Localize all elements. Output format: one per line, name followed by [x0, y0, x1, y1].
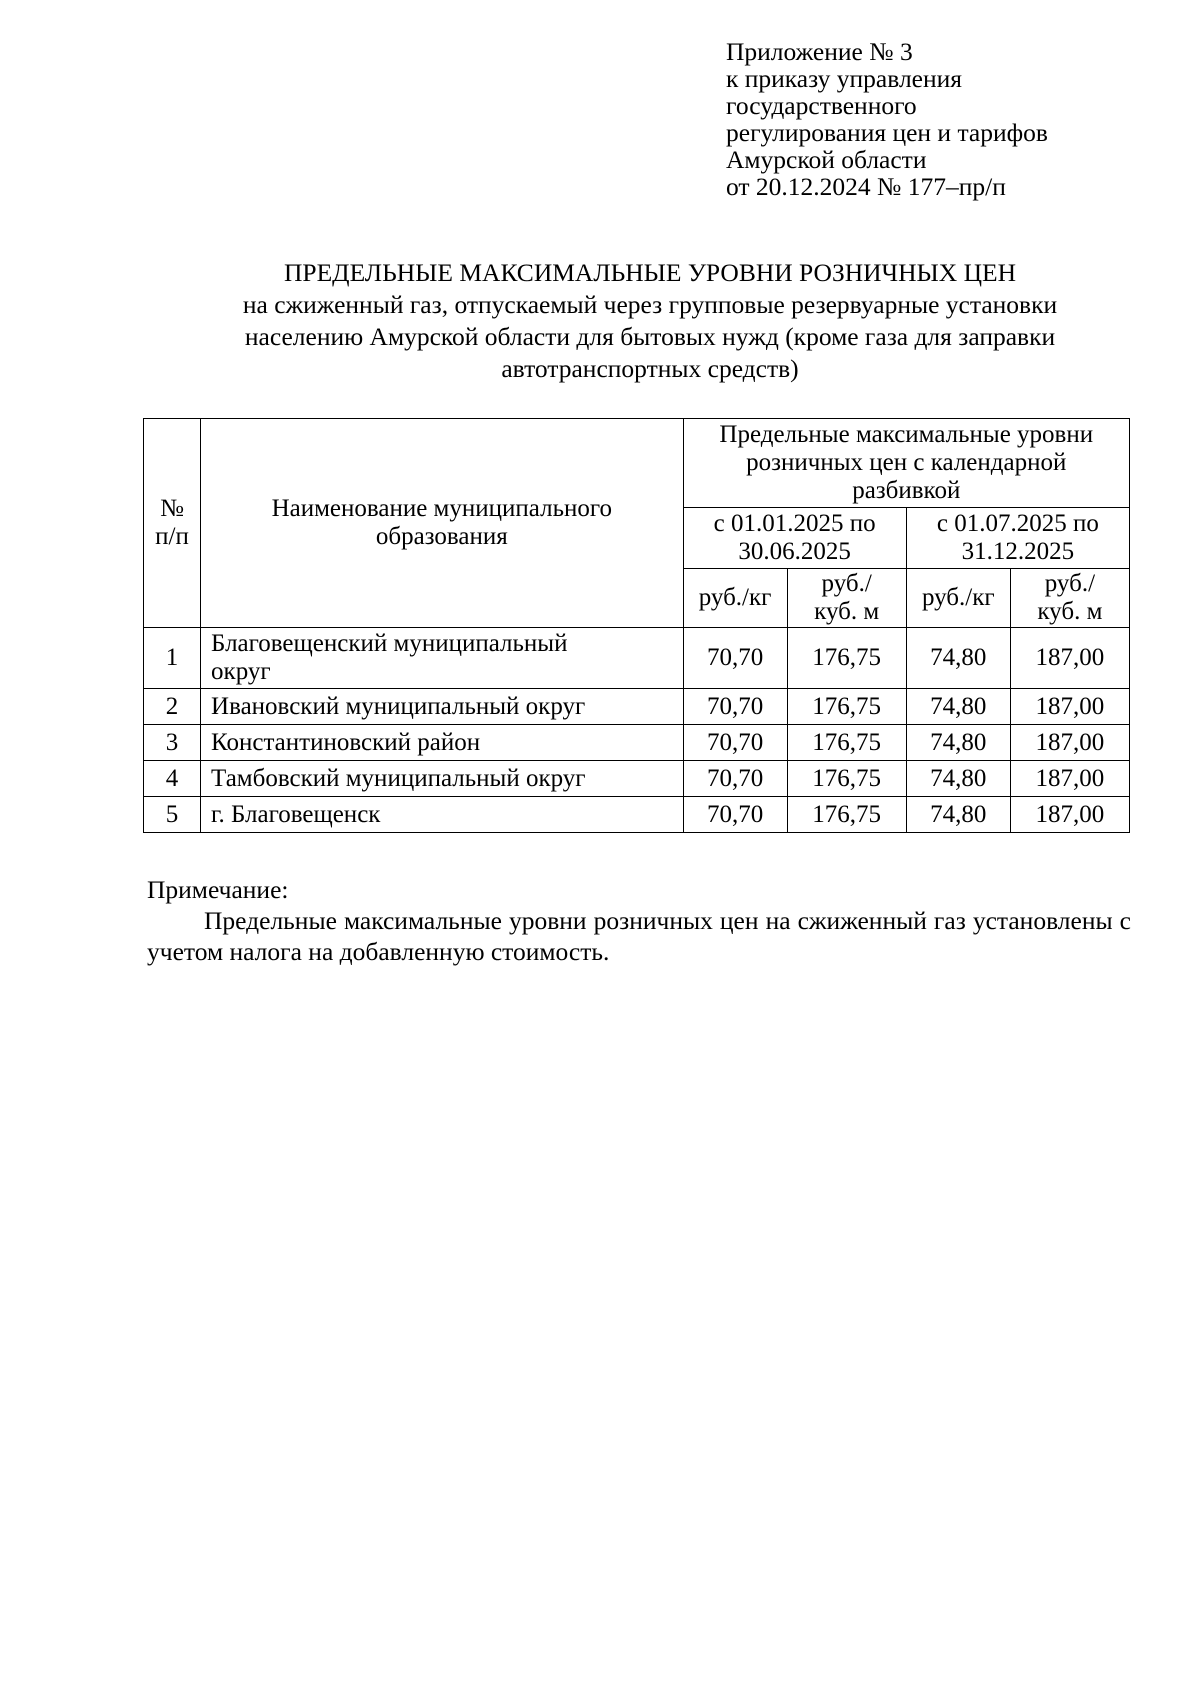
price-cell: 70,70 [683, 761, 787, 797]
title-subline: автотранспортных средств) [501, 354, 799, 383]
row-municipality: Константиновский район [201, 725, 683, 761]
price-cell: 187,00 [1010, 725, 1129, 761]
price-cell: 70,70 [683, 725, 787, 761]
price-cell: 74,80 [906, 689, 1010, 725]
header-unit: руб./кг [906, 569, 1010, 628]
header-number: № п/п [144, 419, 201, 628]
price-cell: 70,70 [683, 797, 787, 833]
price-cell: 176,75 [787, 689, 906, 725]
appendix-line: Амурской области [726, 145, 927, 174]
title-subline: на сжиженный газ, отпускаемый через групповые резервуарные установки [242, 290, 1058, 319]
price-cell: 187,00 [1010, 761, 1129, 797]
price-table [143, 418, 1130, 833]
price-cell: 187,00 [1010, 628, 1129, 689]
appendix-line: регулирования цен и тарифов [726, 118, 1048, 147]
header-municipality: Наименование муниципального образования [201, 419, 683, 628]
price-cell: 187,00 [1010, 797, 1129, 833]
price-cell: 70,70 [683, 689, 787, 725]
price-cell: 187,00 [1010, 689, 1129, 725]
row-municipality: г. Благовещенск [201, 797, 683, 833]
row-number: 2 [144, 689, 201, 725]
price-cell: 74,80 [906, 761, 1010, 797]
appendix-line: от 20.12.2024 № 177–пр/п [726, 172, 1006, 201]
title-subline: населению Амурской области для бытовых нужд (кроме газа для заправки [244, 322, 1056, 351]
header-period-1: с 01.01.2025 по 30.06.2025 [683, 508, 906, 569]
row-number: 3 [144, 725, 201, 761]
header-price-group: Предельные максимальные уровни розничных цен с календарной разбивкой [683, 419, 1129, 508]
appendix-line: к приказу управления [726, 64, 963, 93]
table-row [144, 797, 1130, 833]
table-row [144, 628, 1130, 689]
price-cell: 74,80 [906, 628, 1010, 689]
note-text: Предельные максимальные уровни розничных цен на сжиженный газ установлены с учетом налога на добавленную стоимость. [147, 906, 1131, 966]
price-cell: 74,80 [906, 725, 1010, 761]
row-number: 5 [144, 797, 201, 833]
row-municipality: Благовещенский муниципальный округ [201, 628, 683, 689]
header-period-2: с 01.07.2025 по 31.12.2025 [906, 508, 1129, 569]
price-cell: 176,75 [787, 725, 906, 761]
appendix-line: государственного [726, 91, 917, 120]
appendix-reference [726, 38, 1146, 200]
note-label: Примечание: [147, 875, 289, 904]
row-number: 4 [144, 761, 201, 797]
appendix-line: Приложение № 3 [726, 37, 913, 66]
price-cell: 176,75 [787, 761, 906, 797]
price-cell: 176,75 [787, 628, 906, 689]
row-municipality: Ивановский муниципальный округ [201, 689, 683, 725]
table-row [144, 689, 1130, 725]
note-section [147, 874, 1131, 967]
row-municipality: Тамбовский муниципальный округ [201, 761, 683, 797]
table-row [144, 761, 1130, 797]
price-cell: 176,75 [787, 797, 906, 833]
header-unit: руб./ куб. м [1010, 569, 1129, 628]
price-cell: 70,70 [683, 628, 787, 689]
header-unit: руб./кг [683, 569, 787, 628]
title-heading: ПРЕДЕЛЬНЫЕ МАКСИМАЛЬНЫЕ УРОВНИ РОЗНИЧНЫХ ЦЕН [284, 258, 1016, 287]
table-row [144, 725, 1130, 761]
header-unit: руб./ куб. м [787, 569, 906, 628]
table-header-row [144, 419, 1130, 508]
row-number: 1 [144, 628, 201, 689]
document-title [100, 257, 1200, 385]
price-cell: 74,80 [906, 797, 1010, 833]
